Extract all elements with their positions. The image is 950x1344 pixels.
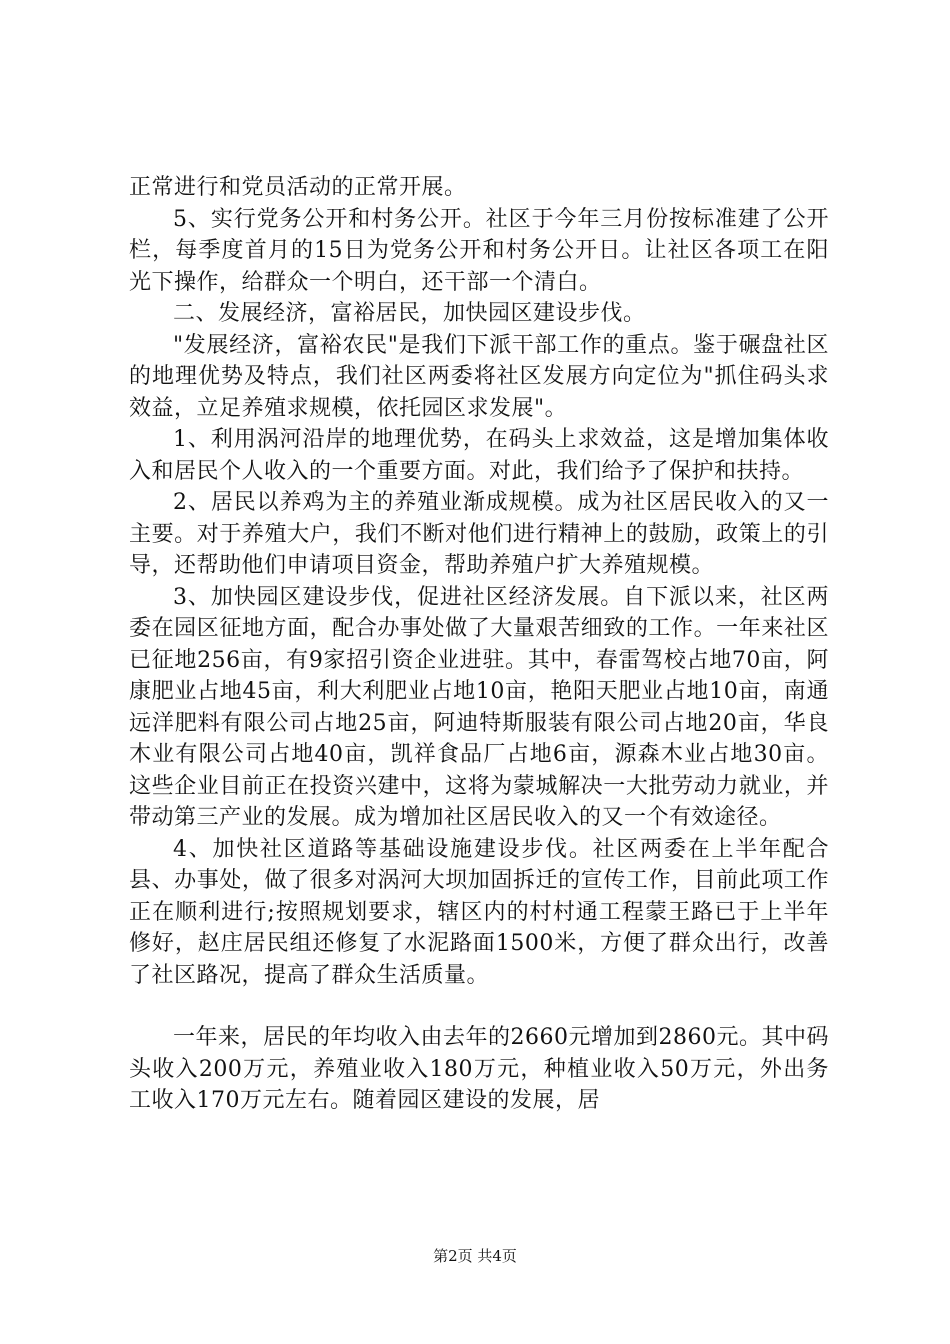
paragraph-item-2: 2、居民以养鸡为主的养殖业渐成规模。成为社区居民收入的又一主要。对于养殖大户，我们不断对他们进行精神上的鼓励，政策上的引导，还帮助他们申请项目资金，帮助养殖户扩大养殖规模。: [129, 490, 829, 578]
section-heading-2: 二、发展经济，富裕居民，加快园区建设步伐。: [173, 301, 646, 326]
paragraph-intro: "发展经济，富裕农民"是我们下派干部工作的重点。鉴于碾盘社区的地理优势及特点，我们社区两委将社区发展方向定位为"抓住码头求效益，立足养殖求规模，依托园区求发展"。: [129, 332, 829, 421]
page-number: 第2页 共4页: [433, 1247, 517, 1265]
document-body: [129, 172, 829, 1117]
paragraph-continuation: 正常进行和党员活动的正常开展。: [129, 175, 467, 200]
paragraph-item-4: 4、加快社区道路等基础设施建设步伐。社区两委在上半年配合县、办事处，做了很多对涡河大坝加固拆迁的宣传工作，目前此项工作正在顺利进行;按照规划要求，辖区内的村村通工程蒙王路已于上半年修好，赵庄居民组还修复了水泥路面1500米，方便了群众出行，改善了社区路况，提高了群众生活质量。: [129, 836, 829, 988]
paragraph-item-1: 1、利用涡河沿岸的地理优势，在码头上求效益，这是增加集体收入和居民个人收入的一个重要方面。对此，我们给予了保护和扶持。: [129, 427, 829, 484]
paragraph-income-summary: 一年来，居民的年均收入由去年的2660元增加到2860元。其中码头收入200万元，养殖业收入180万元，种植业收入50万元，外出务工收入170万元左右。随着园区建设的发展，居: [129, 1025, 829, 1113]
paragraph-item-3: 3、加快园区建设步伐，促进社区经济发展。自下派以来，社区两委在园区征地方面，配合办事处做了大量艰苦细致的工作。一年来社区已征地256亩，有9家招引资企业进驻。其中，春雷驾校占地70亩，阿康肥业占地45亩，利大利肥业占地10亩，艳阳天肥业占地10亩，南通远洋肥料有限公司占地25亩，阿迪特斯服装有限公司占地20亩，华良木业有限公司占地40亩，凯祥食品厂占地6亩，源森木业占地30亩。这些企业目前正在投资兴建中，这将为蒙城解决一大批劳动力就业，并带动第三产业的发展。成为增加社区居民收入的又一个有效途径。: [129, 584, 829, 830]
paragraph-item-5: 5、实行党务公开和村务公开。社区于今年三月份按标准建了公开栏，每季度首月的15日为党务公开和村务公开日。让社区各项工在阳光下操作，给群众一个明白，还干部一个清白。: [129, 206, 829, 295]
